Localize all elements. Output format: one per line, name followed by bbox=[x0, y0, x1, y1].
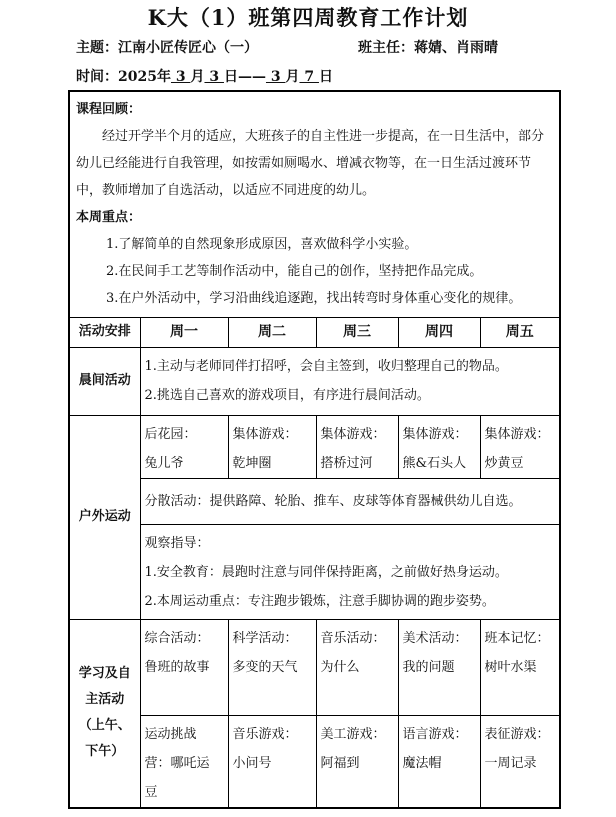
end-day: 7 bbox=[299, 69, 319, 85]
review-text: 经过开学半个月的适应，大班孩子的自主性进一步提高，在一日生活中，部分幼儿已经能进行自我管理，如按需如厕喝水、增减衣物等，在一日生活过渡环节中，教师增加了自选活动，以适应不同进度的幼儿。 bbox=[76, 129, 545, 198]
morning-content bbox=[140, 347, 560, 415]
learning-mon-1: 综合活动： 鲁班的故事 bbox=[140, 619, 228, 715]
review-heading: 课程回顾： bbox=[76, 102, 142, 117]
course-review bbox=[69, 91, 560, 317]
focus-heading: 本周重点： bbox=[76, 210, 142, 225]
outdoor-free-activity: 分散活动：提供路障、轮胎、推车、皮球等体育器械供幼儿自选。 bbox=[140, 478, 560, 524]
teacher-label: 班主任：蒋婧、肖雨晴 bbox=[358, 40, 498, 56]
learning-label: 学习及自 主活动 （上午、 下午） bbox=[69, 619, 140, 808]
day-char: 日 bbox=[318, 69, 333, 85]
learning-wed-1: 音乐活动： 为什么 bbox=[316, 619, 398, 715]
end-month: 3 bbox=[265, 69, 286, 85]
day-mon: 周一 bbox=[140, 317, 228, 347]
month-char-2: 月 bbox=[285, 69, 300, 85]
day-wed: 周三 bbox=[316, 317, 398, 347]
outdoor-game-tue: 集体游戏： 乾坤圈 bbox=[228, 415, 316, 478]
time-range bbox=[76, 66, 333, 86]
day-tue: 周二 bbox=[228, 317, 316, 347]
time-mid: 日—— bbox=[223, 69, 266, 85]
start-month: 3 bbox=[170, 69, 191, 85]
time-prefix: 时间：2025年 bbox=[76, 69, 171, 85]
month-char-1: 月 bbox=[190, 69, 205, 85]
day-fri: 周五 bbox=[480, 317, 560, 347]
learning-tue-2: 音乐游戏： 小问号 bbox=[228, 715, 316, 808]
learning-thu-1: 美术活动： 我的问题 bbox=[398, 619, 480, 715]
page-title: K大（1）班第四周教育工作计划 bbox=[147, 5, 469, 30]
learning-mon-2: 运动挑战 营：哪吒运 豆 bbox=[140, 715, 228, 808]
guide-item: 2.本周运动重点：专注跑步锻炼，注意手脚协调的跑步姿势。 bbox=[144, 593, 495, 609]
outdoor-game-thu: 集体游戏： 熊&石头人 bbox=[398, 415, 480, 478]
outdoor-game-fri: 集体游戏： 炒黄豆 bbox=[480, 415, 560, 478]
morning-line: 2.挑选自己喜欢的游戏项目，有序进行晨间活动。 bbox=[144, 388, 430, 403]
plan-table bbox=[68, 90, 561, 809]
start-day: 3 bbox=[204, 69, 224, 85]
header-activity: 活动安排 bbox=[69, 317, 140, 347]
learning-tue-1: 科学活动： 多变的天气 bbox=[228, 619, 316, 715]
guide-item: 1.安全教育：晨跑时注意与同伴保持距离，之前做好热身运动。 bbox=[144, 564, 508, 580]
outdoor-game-wed: 集体游戏： 搭桥过河 bbox=[316, 415, 398, 478]
learning-fri-1: 班本记忆： 树叶水渠 bbox=[480, 619, 560, 715]
focus-item: 3.在户外活动中，学习沿曲线追逐跑，找出转弯时身体重心变化的规律。 bbox=[106, 291, 522, 306]
morning-label: 晨间活动 bbox=[69, 347, 140, 415]
learning-fri-2: 表征游戏： 一周记录 bbox=[480, 715, 560, 808]
day-thu: 周四 bbox=[398, 317, 480, 347]
focus-item: 2.在民间手工艺等制作活动中，能自己的创作，坚持把作品完成。 bbox=[106, 264, 483, 279]
learning-wed-2: 美工游戏： 阿福到 bbox=[316, 715, 398, 808]
outdoor-game-mon: 后花园： 兔儿爷 bbox=[140, 415, 228, 478]
outdoor-guidance bbox=[140, 524, 560, 619]
guide-heading: 观察指导： bbox=[144, 535, 210, 551]
focus-item: 1.了解简单的自然现象形成原因，喜欢做科学小实验。 bbox=[106, 237, 418, 252]
outdoor-label: 户外运动 bbox=[69, 415, 140, 619]
morning-line: 1.主动与老师同伴打招呼，会自主签到，收归整理自己的物品。 bbox=[144, 359, 508, 374]
theme-label: 主题：江南小匠传匠心（一） bbox=[76, 40, 258, 56]
learning-thu-2: 语言游戏： 魔法帽 bbox=[398, 715, 480, 808]
